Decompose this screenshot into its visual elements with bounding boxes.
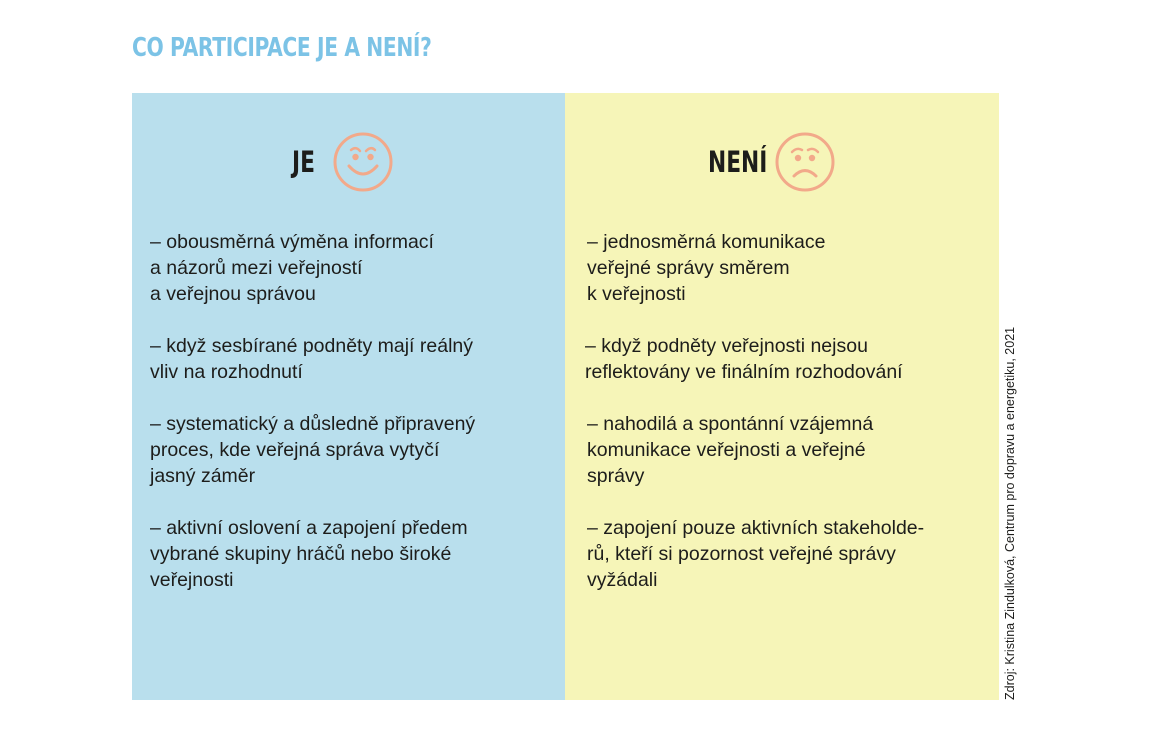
neni-list [587, 229, 989, 619]
sad-face-icon [774, 131, 836, 193]
list-item: – když sesbírané podněty mají reálný vliv na rozhodnutí [150, 335, 474, 383]
je-list [150, 229, 555, 619]
neni-heading: NENÍ [708, 145, 768, 179]
neni-heading-row [708, 131, 836, 193]
smiley-face-icon [332, 131, 394, 193]
list-item: – když podněty veřejnosti nejsou reflektovány ve finálním rozhodování [585, 335, 903, 383]
list-item: – aktivní oslovení a zapojení předem vybrané skupiny hráčů nebo široké veřejnosti [150, 517, 468, 591]
je-panel [132, 93, 565, 700]
list-item: – obousměrná výměna informací a názorů mezi veřejností a veřejnou správou [150, 231, 434, 305]
source-credit: Zdroj: Kristina Zindulková, Centrum pro dopravu a energetiku, 2021 [1003, 326, 1017, 700]
list-item: – zapojení pouze aktivních stakeholde- rů, kteří si pozornost veřejné správy vyžádali [587, 517, 925, 591]
neni-panel [565, 93, 999, 700]
page-title: CO PARTICIPACE JE A NENÍ? [132, 33, 432, 63]
je-heading: JE [292, 145, 315, 179]
list-item: – jednosměrná komunikace veřejné správy směrem k veřejnosti [587, 231, 826, 305]
list-item: – nahodilá a spontánní vzájemná komunikace veřejnosti a veřejné správy [587, 413, 874, 487]
je-heading-row [292, 131, 394, 193]
list-item: – systematický a důsledně připravený proces, kde veřejná správa vytyčí jasný záměr [150, 413, 476, 487]
